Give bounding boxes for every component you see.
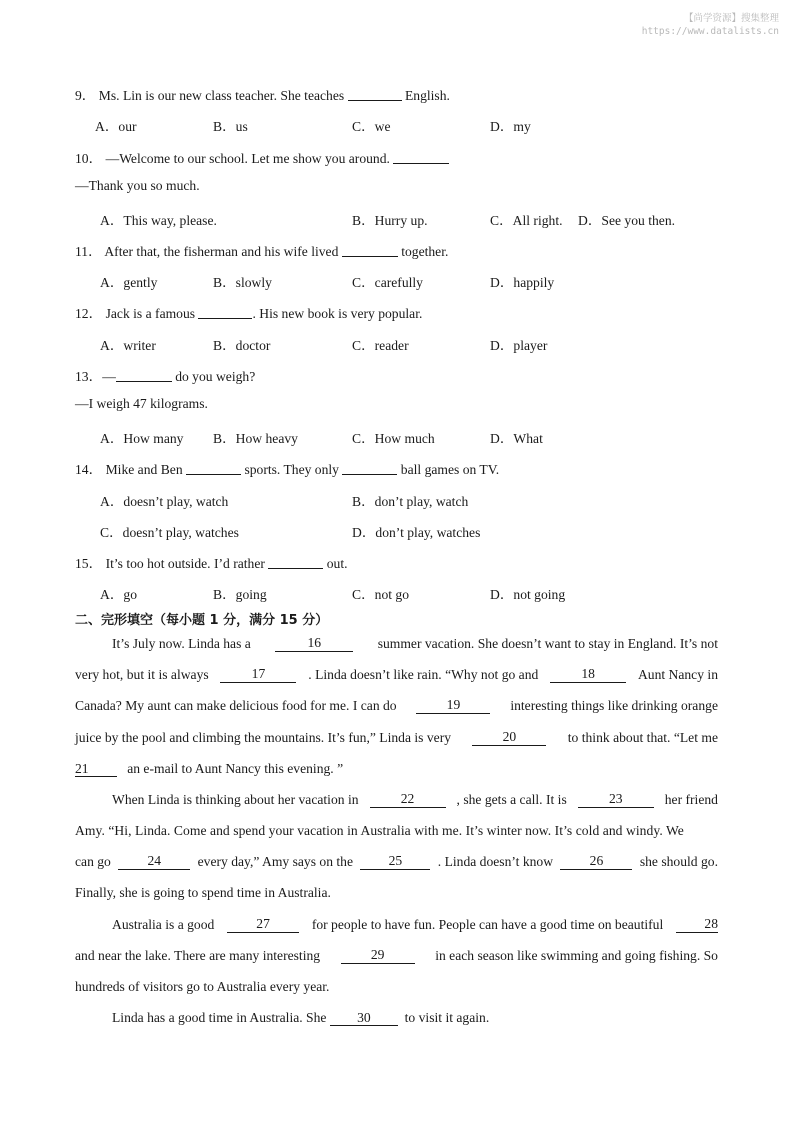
option-a: A．How many (100, 431, 184, 446)
question-number: 12． (75, 306, 103, 321)
cloze-blank: 16 (275, 636, 353, 652)
answer-blank (342, 461, 397, 475)
question-stem-end: . His new book is very popular. (252, 306, 423, 321)
watermark (642, 12, 779, 38)
option-d: D．player (490, 338, 548, 353)
answer-blank (348, 87, 402, 101)
question-stem: Jack is a famous (105, 306, 196, 321)
cloze-blank: 23 (578, 792, 654, 808)
answer-blank (198, 305, 252, 319)
question-10 (75, 147, 449, 167)
question-stem-end: out. (326, 556, 348, 571)
option-d: D．happily (490, 275, 555, 290)
option-a: A．doesn’t play, watch (100, 494, 229, 509)
option-a: A．writer (100, 338, 156, 353)
cloze-blank: 21 (75, 762, 117, 777)
cloze-blank: 27 (227, 917, 299, 933)
cloze-blank: 24 (118, 854, 190, 870)
option-d: D．See you then. (578, 213, 676, 228)
option-a: A．This way, please. (100, 213, 217, 228)
question-13 (75, 365, 255, 385)
option-b: B．us (213, 119, 248, 134)
option-b: B．doctor (213, 338, 271, 353)
question-stem-end: do you weigh? (175, 369, 256, 384)
passage-line: juice by the pool and climbing the mountains. It’s fun,” Linda is very 20 to think about that. “Let me (75, 729, 718, 745)
question-10-reply: —Thank you so much. (75, 178, 200, 193)
question-number: 11． (75, 244, 102, 259)
cloze-blank: 22 (370, 792, 446, 808)
question-15 (75, 552, 348, 572)
option-a: A．our (95, 119, 137, 134)
option-c: C．All right. (490, 213, 563, 228)
cloze-blank: 26 (560, 854, 632, 870)
option-c: C．not go (352, 587, 410, 602)
question-number: 9． (75, 88, 96, 103)
question-stem-end: English. (404, 88, 450, 103)
question-number: 15． (75, 556, 103, 571)
option-a: A．go (100, 587, 138, 602)
passage-line: Canada? My aunt can make delicious food for me. I can do 19 interesting things like drinking orange (75, 697, 718, 713)
question-number: 13． (75, 369, 103, 384)
watermark-url: https://www.datalists.cn (641, 26, 779, 37)
option-b: B．going (213, 587, 267, 602)
question-14 (75, 458, 499, 478)
option-c: C．doesn’t play, watches (100, 525, 239, 540)
answer-blank (116, 368, 172, 382)
question-stem: — (102, 369, 116, 384)
passage-line: Finally, she is going to spend time in Australia. (75, 885, 331, 900)
option-d: D．What (490, 431, 543, 446)
question-12 (75, 302, 422, 322)
answer-blank (186, 461, 241, 475)
cloze-blank: 29 (341, 948, 415, 964)
question-stem: It’s too hot outside. I’d rather (105, 556, 265, 571)
question-stem: After that, the fisherman and his wife lived (104, 244, 339, 259)
question-stem: —Welcome to our school. Let me show you around. (105, 151, 390, 166)
cloze-blank: 20 (472, 730, 546, 746)
question-number: 10． (75, 151, 103, 166)
cloze-blank: 19 (416, 698, 490, 714)
question-13-reply: —I weigh 47 kilograms. (75, 396, 208, 411)
passage-line: 21 an e-mail to Aunt Nancy this evening. ” (75, 761, 344, 776)
cloze-blank: 25 (360, 854, 430, 870)
option-c: C．How much (352, 431, 435, 446)
option-c: C．we (352, 119, 391, 134)
passage-line: can go 24 every day,” Amy says on the 25 . Linda doesn’t know 26 she should go. (75, 853, 718, 869)
option-b: B．don’t play, watch (352, 494, 469, 509)
watermark-title: 【尚学资源】搜集整理 (683, 13, 779, 24)
passage-line: hundreds of visitors go to Australia every year. (75, 979, 330, 994)
option-d: D．don’t play, watches (352, 525, 481, 540)
cloze-blank: 30 (330, 1011, 398, 1026)
option-c: C．carefully (352, 275, 423, 290)
option-a: A．gently (100, 275, 158, 290)
option-b: B．Hurry up. (352, 213, 428, 228)
passage-line: Australia is a good 27 for people to have fun. People can have a good time on beautiful 28 (112, 916, 718, 932)
passage-line: Amy. “Hi, Linda. Come and spend your vacation in Australia with me. It’s winter now. It’s cold and windy. We (75, 823, 684, 838)
option-d: D．not going (490, 587, 566, 602)
option-c: C．reader (352, 338, 409, 353)
question-stem-end: together. (401, 244, 449, 259)
question-stem: Mike and Ben (105, 462, 183, 477)
cloze-blank: 17 (220, 667, 296, 683)
passage-line: and near the lake. There are many interesting 29 in each season like swimming and going fishing. So (75, 947, 718, 963)
question-number: 14． (75, 462, 103, 477)
question-stem-mid: sports. They only (244, 462, 339, 477)
option-b: B．slowly (213, 275, 272, 290)
cloze-blank: 18 (550, 667, 626, 683)
question-11 (75, 240, 448, 260)
question-stem-end: ball games on TV. (400, 462, 500, 477)
cloze-blank: 28 (676, 917, 718, 933)
option-d: D．my (490, 119, 531, 134)
question-9 (75, 84, 450, 104)
answer-blank (393, 150, 449, 164)
passage-line: It’s July now. Linda has a 16 summer vacation. She doesn’t want to stay in England. It’s not (112, 635, 718, 651)
passage-line: very hot, but it is always 17 . Linda doesn’t like rain. “Why not go and 18 Aunt Nancy in (75, 666, 718, 682)
section-title: 二、完形填空（每小题 1 分，满分 15 分） (75, 613, 329, 628)
passage-line: Linda has a good time in Australia. She 30 to visit it again. (112, 1010, 490, 1025)
passage-line: When Linda is thinking about her vacation in 22 , she gets a call. It is 23 her friend (112, 791, 718, 807)
answer-blank (268, 555, 323, 569)
answer-blank (342, 243, 398, 257)
question-stem: Ms. Lin is our new class teacher. She teaches (98, 88, 345, 103)
option-b: B．How heavy (213, 431, 298, 446)
